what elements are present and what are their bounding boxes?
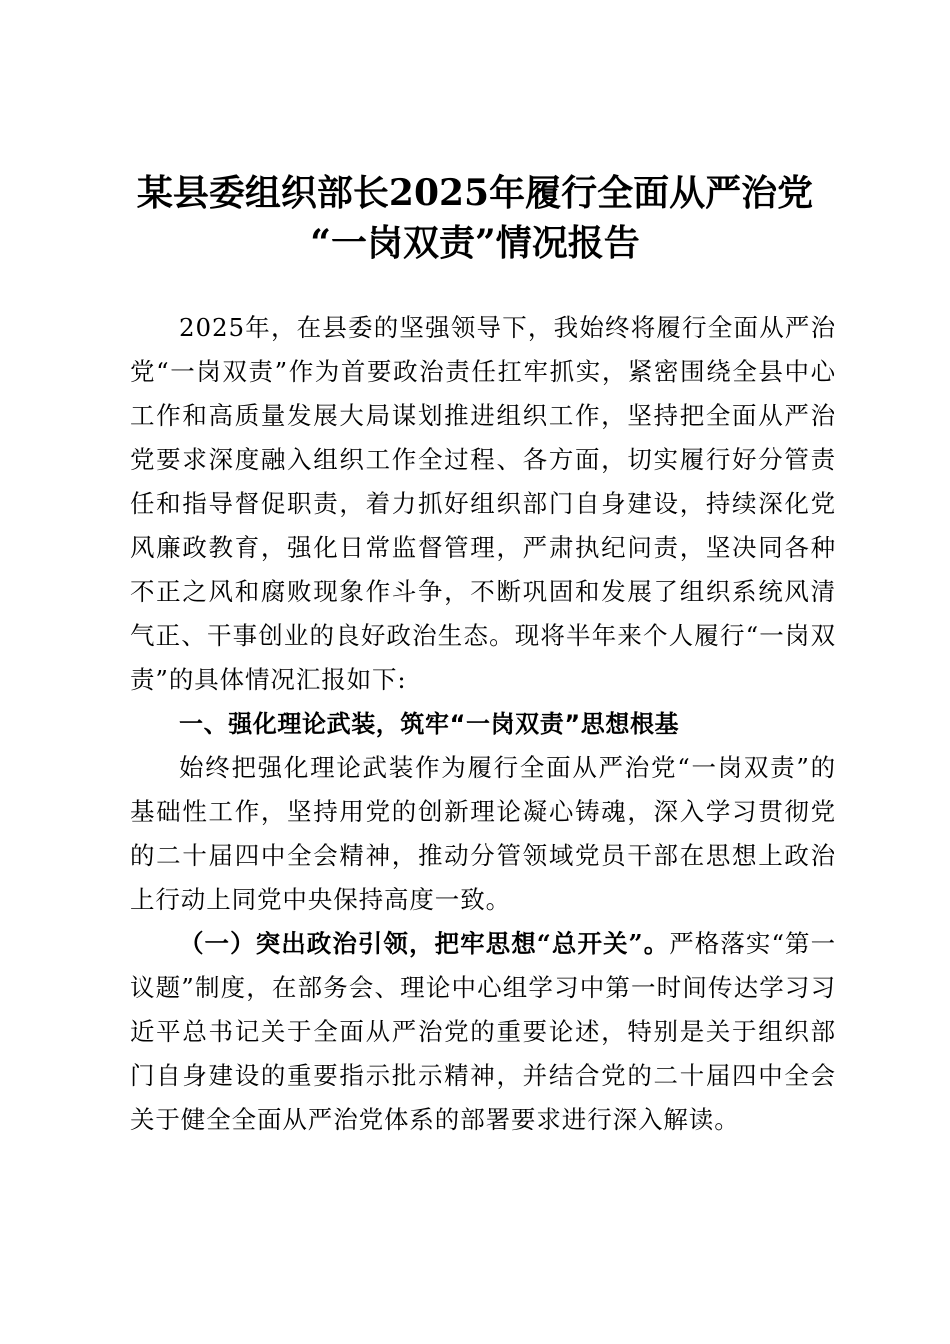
intro-paragraph: 2025年，在县委的坚强领导下，我始终将履行全面从严治党“一岗双责”作为首要政治责任扛牢抓实，紧密围绕全县中心工作和高质量发展大局谋划推进组织工作，坚持把全面从严治党要求深度融入组织工作全过程、各方面，切实履行好分管责任和指导督促职责，着力抓好组织部门自身建设，持续深化党风廉政教育，强化日常监督管理，严肃执纪问责，坚决同各种不正之风和腐败现象作斗争，不断巩固和发展了组织系统风清气正、干事创业的良好政治生态。现将半年来个人履行“一岗双责”的具体情况汇报如下: — [130, 313, 836, 694]
section-1-heading: 一、强化理论武装，筑牢“一岗双责”思想根基 — [179, 710, 680, 738]
subsection-1-lead: （一）突出政治引领，把牢思想“总开关”。 — [179, 929, 670, 958]
document-title — [0, 168, 950, 268]
section-1-paragraph: 始终把强化理论武装作为履行全面从严治党“一岗双责”的基础性工作，坚持用党的创新理论凝心铸魂，深入学习贯彻党的二十届四中全会精神，推动分管领域党员干部在思想上政治上行动上同党中央保持高度一致。 — [130, 753, 836, 914]
subsection-1-paragraph — [130, 922, 836, 1142]
subsection-1-text: 严格落实“第一议题”制度，在部务会、理论中心组学习中第一时间传达学习习近平总书记关于全面从严治党的重要论述，特别是关于组织部门自身建设的重要指示批示精神，并结合党的二十届四中全会关于健全全面从严治党体系的部署要求进行深入解读。 — [130, 929, 836, 1134]
document-body — [130, 306, 836, 1142]
title-line-2: “一岗双责”情况报告 — [310, 222, 640, 264]
title-line-1: 某县委组织部长2025年履行全面从严治党 — [136, 172, 814, 214]
